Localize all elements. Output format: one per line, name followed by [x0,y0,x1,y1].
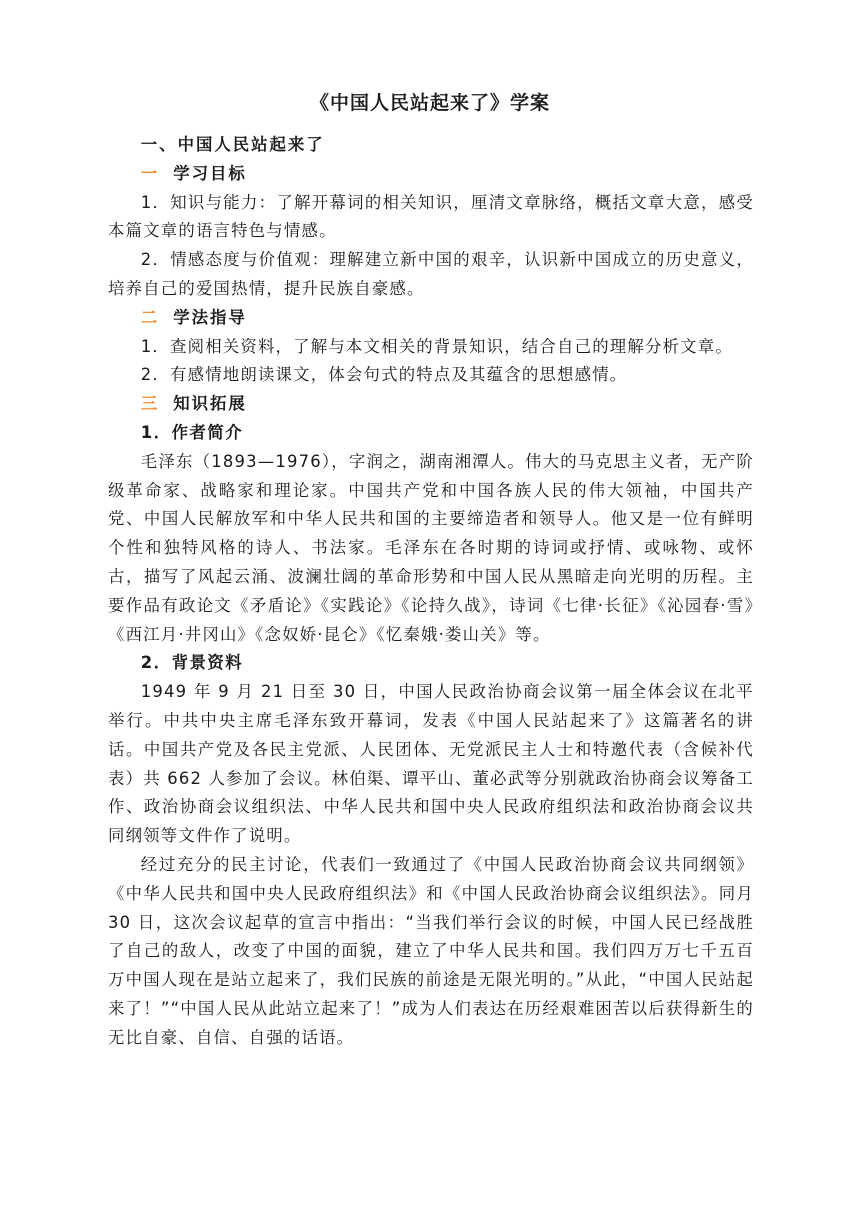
paragraph: 经过充分的民主讨论，代表们一致通过了《中国人民政治协商会议共同纲领》《中华人民共和国中央人民政府组织法》和《中国人民政治协商会议组织法》。同月 30 日，这次会议起草的宣言中指出：“当我们举行会议的时候，中国人民已经战胜了自己的敌人，改变了中国的面貌，建立了中华人民共和国。我们四万万七千五百万中国人现在是站立起来了，我们民族的前途是无限光明的。”从此，“中国人民站起来了！”“中国人民从此站立起来了！”成为人们表达在历经艰难困苦以后获得新生的无比自豪、自信、自强的话语。 [108,854,754,1047]
part-heading-study-method [108,304,754,333]
part-label: 知识拓展 [173,394,247,414]
document-body [108,131,754,1053]
part-label: 学法指导 [173,307,247,327]
paragraph: 1．查阅相关资料，了解与本文相关的背景知识，结合自己的理解分析文章。 [140,336,733,356]
paragraph: 毛泽东（1893—1976），字润之，湖南湘潭人。伟大的马克思主义者，无产阶级革命家、战略家和理论家。中国共产党和中国各族人民的伟大领袖，中国共产党、中国人民解放军和中华人民共和国的主要缔造者和领导人。他又是一位有鲜明个性和独特风格的诗人、书法家。毛泽东在各时期的诗词或抒情、或咏物、或怀古，描写了风起云涌、波澜壮阔的革命形势和中国人民从黑暗走向光明的历程。主要作品有政论文《矛盾论》《实践论》《论持久战》，诗词《七律·长征》《沁园春·雪》《西江月·井冈山》《念奴娇·昆仑》《忆秦娥·娄山关》等。 [108,451,754,644]
paragraph: 1949 年 9 月 21 日至 30 日，中国人民政治协商会议第一届全体会议在北平举行。中共中央主席毛泽东致开幕词，发表《中国人民站起来了》这篇著名的讲话。中国共产党及各民主党派、人民团体、无党派民主人士和特邀代表（含候补代表）共 662 人参加了会议。林伯渠、谭平山、董必武等分别就政治协商会议筹备工作、政治协商会议组织法、中华人民共和国中央人民政府组织法和政治协商会议共同纲领等文件作了说明。 [108,682,754,846]
part-number: 一 [140,163,160,183]
part-label: 学习目标 [173,163,247,183]
paragraph: 2．情感态度与价值观：理解建立新中国的艰辛，认识新中国成立的历史意义，培养自己的爱国热情，提升民族自豪感。 [108,250,754,298]
subheading-background: 2．背景资料 [140,653,244,673]
part-number: 二 [140,307,160,327]
subheading-author: 1．作者简介 [140,422,244,442]
section-heading: 一、中国人民站起来了 [140,135,325,154]
part-heading-knowledge-extension [108,390,754,419]
paragraph: 2．有感情地朗读课文，体会句式的特点及其蕴含的思想感情。 [140,365,628,385]
page-title: 《中国人民站起来了》学案 [309,92,550,114]
paragraph: 1．知识与能力：了解开幕词的相关知识，厘清文章脉络，概括文章大意，感受本篇文章的语言特色与情感。 [108,192,754,241]
part-number: 三 [140,394,160,414]
part-heading-learning-goals [108,160,754,189]
